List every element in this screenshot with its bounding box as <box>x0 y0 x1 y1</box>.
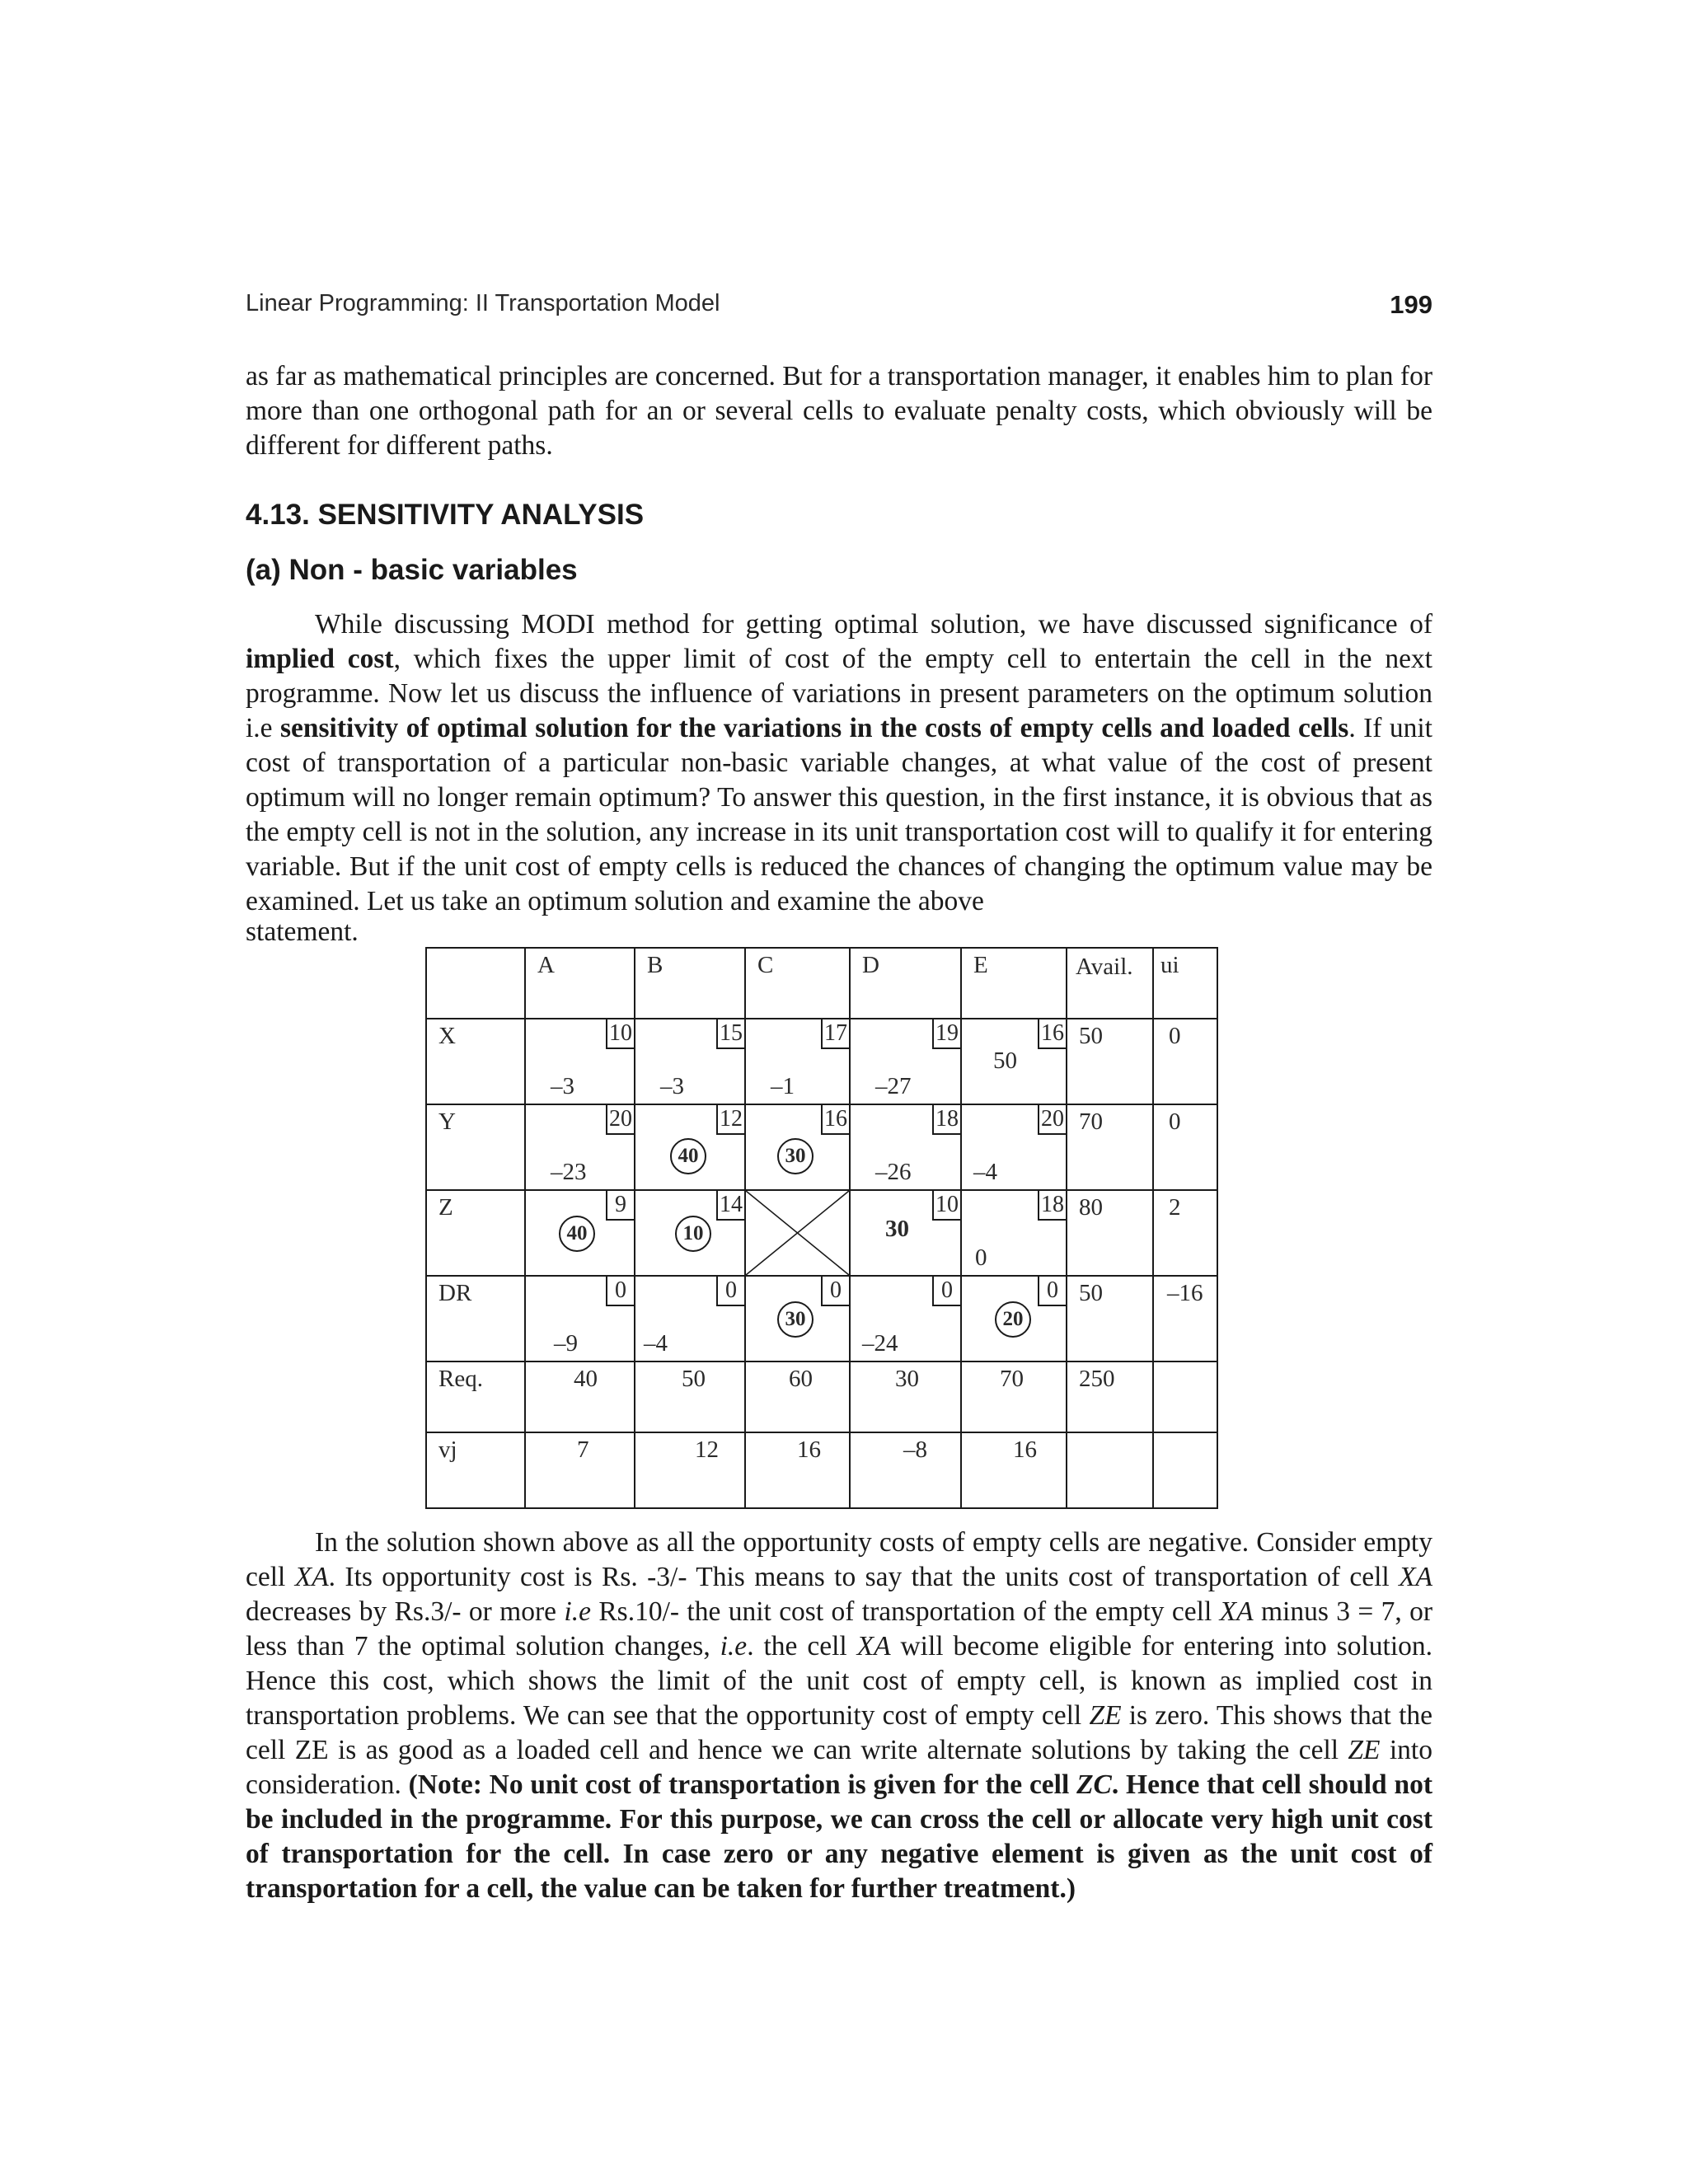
running-head <box>246 290 1432 326</box>
intro-paragraph: as far as mathematical principles are concerned. But for a transportation manager, it enables him to plan for more than one orthogonal path for an or several cells to evaluate penalty costs, which obviously will be different for different paths. <box>246 361 1432 461</box>
row-label-dr: DR <box>426 1276 525 1361</box>
vj-e: 16 <box>961 1432 1067 1508</box>
vj-c: 16 <box>745 1432 850 1508</box>
paragraph-implied-cost: In the solution shown above as all the opportunity costs of empty cells are negative. Consider empty cell XA. Its opportunity cost is Rs. -3/- This means to say that the units cost of transportation of cell XA decreases by Rs.3/- or more i.e Rs.10/- the unit cost of transportation of the empty cell XA minus 3 = 7, or less than 7 the optimal solution changes, i.e. the cell XA will become eligible for entering into solution. Hence this cost, which shows the limit of the unit cost of empty cell, is known as implied cost in transportation problems. We can see that the opportunity cost of empty cell ZE is zero. This shows that the cell ZE is as good as a loaded cell and hence we can write alternate solutions by taking the cell ZE into consideration. (Note: No unit cost of transportation is given for the cell ZC. Hence that cell should not be included in the programme. For this purpose, we can cross the cell or allocate very high unit cost of transportation for the cell. In case zero or any negative element is given as the unit cost of transportation for a cell, the value can be taken for further treatment.) <box>246 1527 1433 1904</box>
section-heading: 4.13. SENSITIVITY ANALYSIS <box>246 499 645 531</box>
vj-b: 12 <box>635 1432 745 1508</box>
cell-ye: 20 –4 <box>961 1104 1067 1190</box>
note-text: (Note: No unit cost of transportation is given for the cell ZC. Hence that cell should not be included in the programme. For this purpose, we can cross the cell or allocate very high unit cost of transportation for the cell. In case zero or any negative element is given as the unit cost of transportation for a cell, the value can be taken for further treatment.) <box>246 1769 1432 1904</box>
cell-dre: 0 20 <box>961 1276 1067 1361</box>
cell-drd: 0 –24 <box>850 1276 961 1361</box>
row-label-y: Y <box>426 1104 525 1190</box>
req-total: 250 <box>1067 1361 1153 1432</box>
cell-xd: 19 –27 <box>850 1019 961 1104</box>
cross-mark-icon <box>746 1191 849 1275</box>
allocation-circle: 20 <box>995 1301 1031 1338</box>
paragraph-sensitivity: While discussing MODI method for getting optimal solution, we have discussed significance of implied cost, which fixes the upper limit of cost of the empty cell to entertain the cell in the next programme. Now let us discuss the influence of variations in present parameters on the optimum solution i.e sensitivity of optimal solution for the variations in the costs of empty cells and loaded cells. If unit cost of transportation of a particular non-basic variable changes, at what value of the cost of present optimum will no longer remain optimum? To answer this question, in the first instance, it is obvious that as the empty cell is not in the solution, any increase in its unit transportation cost will to qualify it for entering variable. But if the unit cost of empty cells is reduced the chances of changing the optimum value may be examined. Let us take an optimum solution and examine the above <box>246 609 1432 916</box>
cell-za: 9 40 <box>525 1190 635 1276</box>
header-ui: ui <box>1153 948 1217 1019</box>
sub-heading: (a) Non - basic variables <box>246 554 578 586</box>
row-label-z: Z <box>426 1190 525 1276</box>
req-b: 50 <box>635 1361 745 1432</box>
vj-ui-empty <box>1153 1432 1217 1508</box>
table-row-dr <box>426 1276 1217 1361</box>
ui-dr: –16 <box>1153 1276 1217 1361</box>
cell-xb: 15 –3 <box>635 1019 745 1104</box>
cell-dra: 0 –9 <box>525 1276 635 1361</box>
avail-y: 70 <box>1067 1104 1153 1190</box>
table-row-vj <box>426 1432 1217 1508</box>
header-col-e: E <box>961 948 1067 1019</box>
header-col-c: C <box>745 948 850 1019</box>
corner-cell <box>426 948 525 1019</box>
req-e: 70 <box>961 1361 1067 1432</box>
cell-ze: 18 0 <box>961 1190 1067 1276</box>
cell-xa: 10 –3 <box>525 1019 635 1104</box>
paragraph-last-line: statement. <box>246 916 359 947</box>
req-a: 40 <box>525 1361 635 1432</box>
vj-avail-empty <box>1067 1432 1153 1508</box>
cell-xe: 16 50 <box>961 1019 1067 1104</box>
allocation-circle: 30 <box>777 1301 814 1338</box>
table-row-req <box>426 1361 1217 1432</box>
transportation-table <box>425 947 1218 1509</box>
ui-z: 2 <box>1153 1190 1217 1276</box>
header-col-d: D <box>850 948 961 1019</box>
cell-zb: 14 10 <box>635 1190 745 1276</box>
req-c: 60 <box>745 1361 850 1432</box>
header-col-a: A <box>525 948 635 1019</box>
table-row-y <box>426 1104 1217 1190</box>
cell-xc: 17 –1 <box>745 1019 850 1104</box>
avail-z: 80 <box>1067 1190 1153 1276</box>
allocation-circle: 10 <box>675 1216 711 1252</box>
header-col-b: B <box>635 948 745 1019</box>
running-title: Linear Programming: II Transportation Model <box>246 290 720 316</box>
cell-yd: 18 –26 <box>850 1104 961 1190</box>
vj-a: 7 <box>525 1432 635 1508</box>
allocation-circle: 40 <box>559 1216 595 1252</box>
cell-yb: 12 40 <box>635 1104 745 1190</box>
req-ui-empty <box>1153 1361 1217 1432</box>
cell-zd: 10 30 <box>850 1190 961 1276</box>
table-row-z <box>426 1190 1217 1276</box>
table-header-row <box>426 948 1217 1019</box>
cell-drc: 0 30 <box>745 1276 850 1361</box>
avail-dr: 50 <box>1067 1276 1153 1361</box>
ui-y: 0 <box>1153 1104 1217 1190</box>
table-row-x <box>426 1019 1217 1104</box>
ui-x: 0 <box>1153 1019 1217 1104</box>
allocation-circle: 40 <box>670 1138 706 1174</box>
vj-d: –8 <box>850 1432 961 1508</box>
header-avail: Avail. <box>1067 948 1153 1019</box>
avail-x: 50 <box>1067 1019 1153 1104</box>
row-label-vj: vj <box>426 1432 525 1508</box>
cell-ya: 20 –23 <box>525 1104 635 1190</box>
cell-yc: 16 30 <box>745 1104 850 1190</box>
row-label-req: Req. <box>426 1361 525 1432</box>
cell-drb: 0 –4 <box>635 1276 745 1361</box>
req-d: 30 <box>850 1361 961 1432</box>
page-number: 199 <box>1390 290 1432 319</box>
row-label-x: X <box>426 1019 525 1104</box>
cell-zc-crossed <box>745 1190 850 1276</box>
allocation-circle: 30 <box>777 1138 814 1174</box>
